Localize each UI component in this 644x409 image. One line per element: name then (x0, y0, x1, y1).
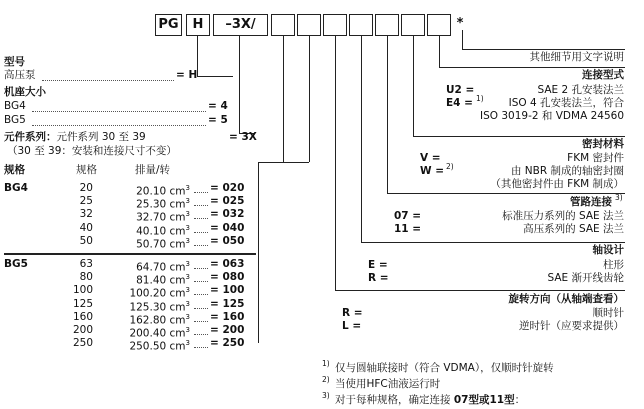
row-size: 250 (72, 337, 93, 350)
table-header-size: 规格 (4, 164, 25, 176)
rotation-l-code: L = (342, 320, 362, 332)
row-dots (194, 192, 208, 193)
connector-shaft (361, 36, 362, 242)
row-dots (194, 347, 208, 348)
row-size: 100 (72, 284, 93, 297)
connector-series (239, 36, 240, 133)
code-box-star: * (456, 16, 464, 31)
footnote-2-text: 当使用HFC油液运行时 (335, 378, 441, 390)
seal-w-note: 2) (446, 162, 454, 171)
shaft-r-code: R = (368, 272, 389, 284)
shaft-e-code: E = (368, 259, 388, 271)
footnote-2-mark: 2) (322, 375, 330, 384)
pipe-title: 管路连接 (570, 196, 612, 208)
code-box-series (213, 14, 268, 36)
hline-other (462, 49, 625, 50)
connection-u2-code: U2 = (446, 84, 475, 96)
connection-e4-note: 1) (476, 94, 484, 103)
row-displacement-unit-sup: 3 (185, 286, 190, 295)
row-size: 200 (72, 324, 93, 336)
row-code: = 125 (210, 297, 245, 310)
row-code: = 025 (210, 195, 245, 208)
row-code: = 050 (210, 234, 245, 247)
hline-rotation (335, 290, 625, 291)
row-displacement-value: 162.80 cm (129, 314, 186, 327)
row-displacement-unit-sup: 3 (185, 312, 190, 321)
row-displacement-unit-sup: 3 (185, 210, 190, 219)
shaft-title: 轴设计 (592, 244, 624, 256)
row-displacement-unit-sup: 3 (185, 197, 190, 206)
footnote-3-text (335, 394, 525, 406)
connector-connection (439, 36, 440, 67)
row-displacement-value: 40.10 cm (136, 225, 186, 238)
code-box-shaft (349, 14, 373, 36)
connection-e4-code: E4 = (446, 97, 473, 109)
connector-seal (413, 36, 414, 136)
code-box-rotation (323, 14, 347, 36)
connection-u2-desc: SAE 2 孔安装法兰 (537, 84, 624, 96)
row-displacement (112, 337, 190, 353)
row-displacement-unit-sup: 3 (185, 339, 190, 348)
shaft-e-desc: 柱形 (603, 259, 624, 271)
group-name: BG5 (4, 258, 28, 270)
footnote-3-mark: 3) (322, 391, 330, 400)
connector-size-2 (309, 36, 310, 162)
hline-shaft (361, 242, 625, 243)
rotation-l-desc: 逆时针（应要求提供） (519, 320, 624, 332)
model-dots (42, 80, 174, 81)
row-size: 160 (72, 310, 93, 323)
row-displacement-unit-sup: 3 (185, 299, 190, 308)
seal-v-code: V = (420, 152, 441, 164)
shaft-r-desc: SAE 渐开线齿轮 (547, 272, 624, 284)
row-size: 80 (79, 271, 93, 284)
hline-seal (413, 136, 625, 137)
bg4-dots (32, 111, 206, 112)
row-size: 125 (72, 297, 93, 310)
row-code: = 032 (210, 208, 245, 221)
row-dots (194, 268, 208, 269)
model-label: 高压泵 (4, 69, 36, 81)
connection-title: 连接型式 (582, 69, 624, 81)
seal-w-desc-2: （其他密封件由 FKM 制成） (490, 178, 624, 190)
code-box-size-1 (271, 14, 295, 36)
row-dots (194, 294, 208, 295)
size-title: 机座大小 (4, 86, 46, 98)
row-size: 20 (79, 182, 93, 194)
row-size: 32 (79, 208, 93, 221)
pipe-note: 3) (615, 193, 623, 202)
series-title (4, 131, 146, 143)
pipe-07-code: 07 = (394, 210, 422, 222)
group-divider (4, 253, 256, 255)
row-code: = 100 (210, 284, 245, 297)
connection-e4-desc-2: ISO 3019-2 和 VDMA 24560 (480, 110, 624, 122)
model-code: = H (176, 69, 198, 81)
row-displacement-value: 100.20 cm (129, 287, 186, 300)
group-name: BG4 (4, 182, 28, 194)
row-displacement-value: 25.30 cm (136, 198, 186, 211)
row-size: 63 (79, 258, 93, 270)
row-dots (194, 281, 208, 282)
pipe-07-desc: 标准压力系列的 SAE 法兰 (502, 210, 624, 222)
row-dots (194, 232, 208, 233)
bg4-label: BG4 (4, 100, 26, 112)
row-displacement-unit-sup: 3 (185, 184, 190, 192)
bg5-label: BG5 (4, 114, 26, 126)
connection-e4-desc-1: ISO 4 孔安装法兰，符合 (508, 97, 624, 109)
row-size: 25 (79, 195, 93, 208)
row-displacement-unit-sup: 3 (185, 273, 190, 282)
code-box-pg: PG (155, 14, 182, 36)
code-box-h: H (186, 14, 210, 36)
rotation-r-code: R = (342, 307, 363, 319)
row-displacement-unit-sup: 3 (185, 223, 190, 232)
hline-size (258, 162, 309, 163)
row-dots (194, 205, 208, 206)
footnote-3-text-pre: 对于每种规格，确定连接 (335, 394, 454, 406)
code-box-seal (401, 14, 425, 36)
pipe-11-desc: 高压系列的 SAE 法兰 (523, 223, 624, 235)
code-box-pipe (375, 14, 399, 36)
connector-other (462, 30, 463, 49)
footnote-1-mark: 1) (322, 359, 330, 368)
series-code: = 3X (229, 131, 257, 143)
size-bracket (258, 162, 259, 343)
table-header-displacement: 排量/转 (135, 164, 171, 176)
connector-pipe (387, 36, 388, 193)
code-box-slash: / (250, 17, 256, 32)
row-displacement-unit-sup: 3 (185, 236, 190, 245)
row-dots (194, 321, 208, 322)
row-displacement-value: 125.30 cm (129, 301, 186, 314)
code-box-series-text: –3X (225, 17, 251, 32)
connector-size-1 (283, 36, 284, 162)
pipe-11-code: 11 = (394, 223, 422, 235)
row-code: = 040 (210, 221, 245, 234)
bg5-code: = 5 (208, 114, 228, 126)
row-dots (194, 218, 208, 219)
row-size: 40 (79, 221, 93, 234)
hline-connection (439, 67, 625, 68)
footnote-3-text-bold: 07型或11型 (453, 394, 515, 406)
series-title-rest: 元件系列 30 至 39 (56, 131, 146, 143)
seal-v-desc: FKM 密封件 (567, 152, 624, 164)
row-displacement-value: 50.70 cm (136, 238, 186, 251)
connector-rotation (335, 36, 336, 290)
code-box-size-2 (297, 14, 321, 36)
series-sub: （30 至 39：安装和连接尺寸不变） (7, 145, 177, 157)
row-dots (194, 334, 208, 335)
row-displacement-value: 20.10 cm (136, 185, 186, 198)
row-displacement-value: 250.50 cm (129, 340, 186, 353)
hline-pipe (387, 193, 625, 194)
row-code: = 020 (210, 182, 245, 194)
row-displacement-value: 64.70 cm (136, 261, 186, 274)
row-dots (194, 245, 208, 246)
row-displacement (112, 235, 190, 251)
seal-w-code: W = (420, 165, 445, 177)
row-size: 50 (79, 234, 93, 247)
hline-model (197, 76, 233, 77)
bg5-dots (32, 125, 206, 126)
row-code: = 160 (210, 310, 245, 323)
rotation-title: 旋转方向（从轴端查看） (508, 293, 624, 305)
row-code: = 250 (210, 337, 245, 350)
row-code: = 200 (210, 324, 245, 336)
table-header-spec: 规格 (76, 164, 97, 176)
row-displacement-unit-sup: 3 (185, 326, 190, 334)
seal-w-desc-1: 由 NBR 制成的轴密封圈 (510, 165, 624, 177)
row-code: = 080 (210, 271, 245, 284)
other-details-label: 其他细节用文字说明 (529, 51, 624, 63)
row-displacement-value: 81.40 cm (136, 274, 186, 287)
row-displacement-value: 200.40 cm (129, 327, 186, 340)
model-title: 型号 (4, 56, 25, 68)
footnote-3-text-post: ： (514, 394, 526, 406)
bg4-code: = 4 (208, 100, 228, 112)
footnote-1-text: 仅与圆轴联接时（符合 VDMA），仅顺时针旋转 (335, 362, 554, 374)
series-title-bold: 元件系列： (4, 131, 57, 143)
row-code: = 063 (210, 258, 245, 270)
row-displacement-value: 32.70 cm (136, 211, 186, 224)
rotation-r-desc: 顺时针 (592, 307, 624, 319)
row-dots (194, 308, 208, 309)
row-displacement-unit-sup: 3 (185, 260, 190, 268)
seal-title: 密封材料 (582, 138, 624, 150)
